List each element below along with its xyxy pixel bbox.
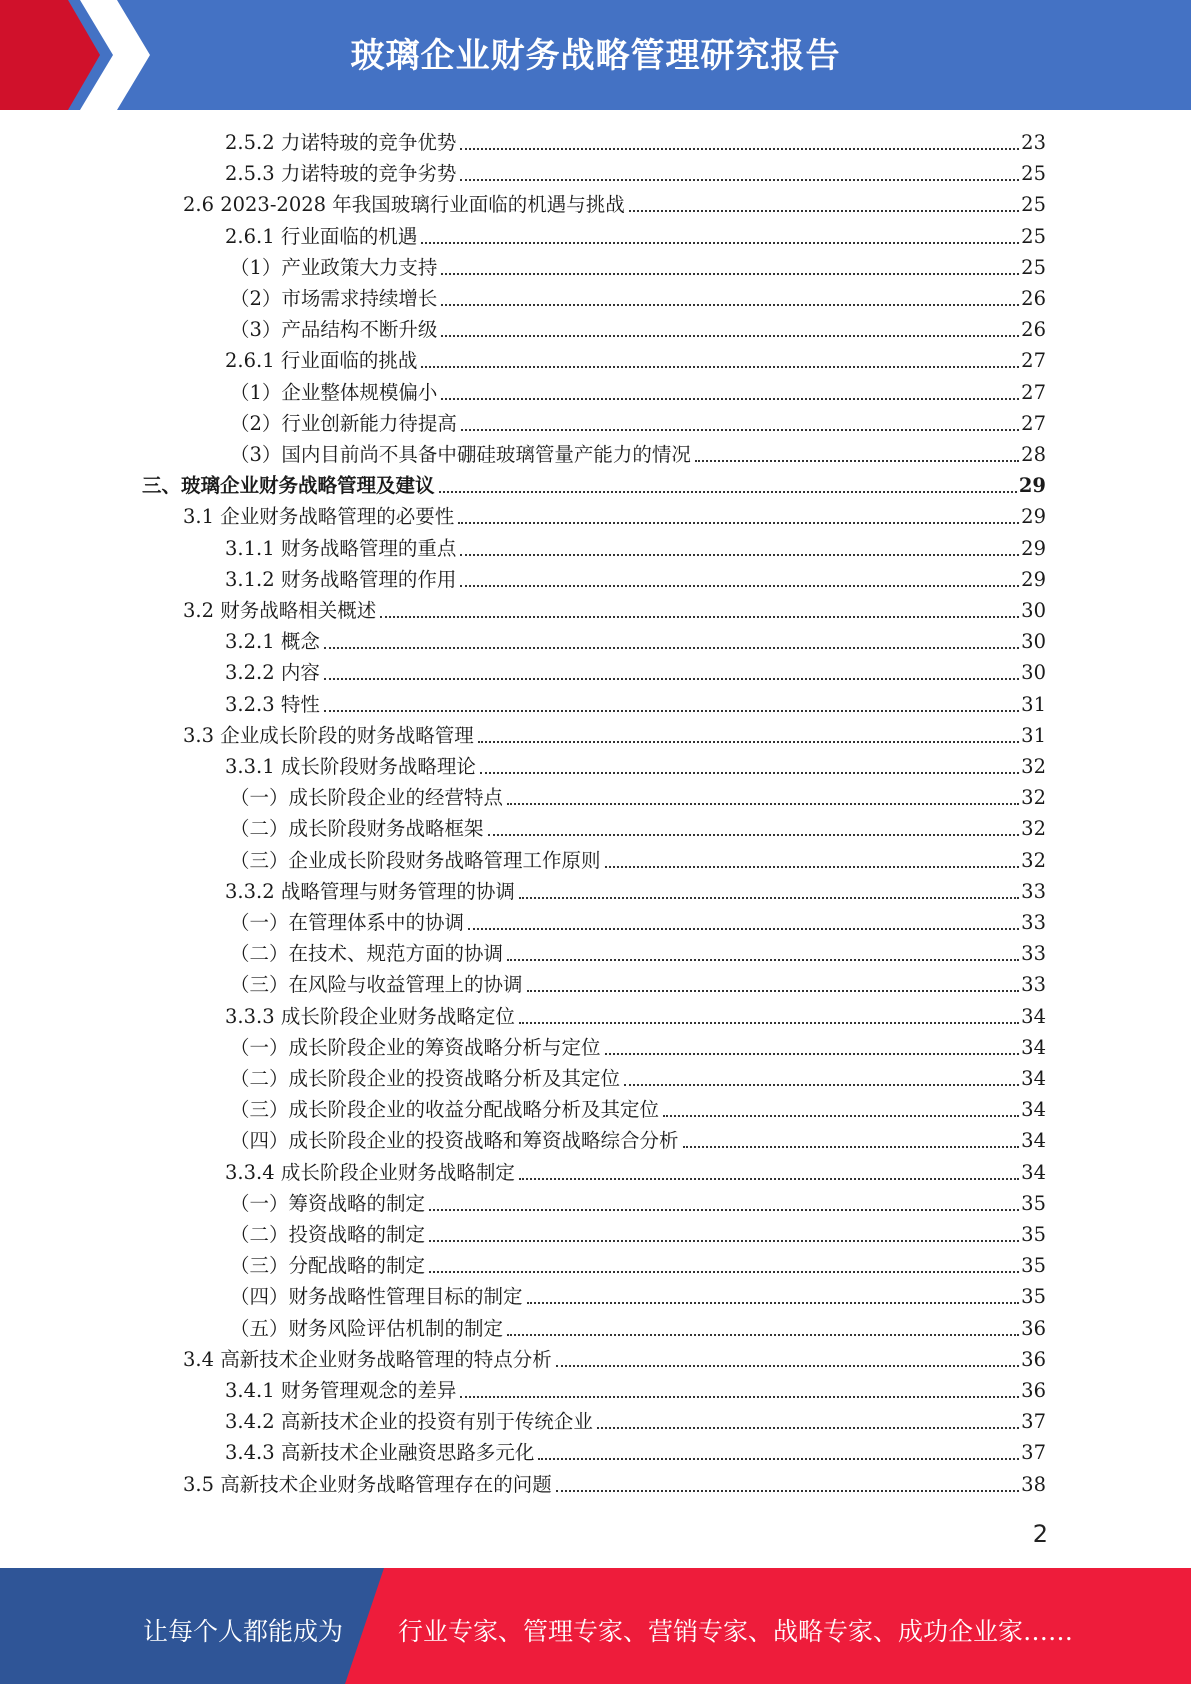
toc-leader-dots — [441, 397, 1019, 400]
toc-entry-title: （三）在风险与收益管理上的协调 — [230, 973, 523, 997]
toc-entry-title: （一）筹资战略的制定 — [230, 1191, 426, 1215]
toc-entry-page: 37 — [1021, 1410, 1046, 1434]
toc-entry[interactable] — [230, 252, 1046, 283]
toc-entry-title: （3）产品结构不断升级 — [230, 318, 438, 342]
toc-entry-page: 30 — [1021, 661, 1046, 685]
page-number: 2 — [1032, 1520, 1048, 1548]
toc-entry[interactable] — [230, 377, 1046, 408]
toc-entry-page: 31 — [1021, 692, 1046, 716]
toc-entry-page: 34 — [1021, 1035, 1046, 1059]
toc-entry-page: 33 — [1021, 973, 1046, 997]
toc-entry-title: （2）行业创新能力待提高 — [230, 411, 457, 435]
toc-entry-title: （三）企业成长阶段财务战略管理工作原则 — [230, 848, 601, 872]
toc-leader-dots — [324, 646, 1019, 649]
toc-entry-title: （3）国内目前尚不具备中硼硅玻璃管量产能力的情况 — [230, 443, 691, 466]
toc-entry-page: 33 — [1021, 879, 1046, 903]
toc-entry[interactable] — [183, 1469, 1046, 1500]
toc-entry[interactable] — [230, 1125, 1046, 1156]
toc-leader-dots — [460, 584, 1019, 587]
toc-leader-dots — [429, 1208, 1019, 1211]
toc-leader-dots — [460, 147, 1019, 150]
toc-entry-title: 3.3.4 成长阶段企业财务战略制定 — [225, 1160, 515, 1184]
toc-entry-page: 34 — [1021, 1067, 1046, 1090]
toc-leader-dots — [458, 521, 1019, 524]
toc-leader-dots — [695, 459, 1019, 462]
toc-entry-title: 3.3.1 成长阶段财务战略理论 — [225, 755, 476, 778]
toc-leader-dots — [460, 178, 1019, 181]
toc-leader-dots — [441, 303, 1019, 306]
toc-entry-page: 35 — [1021, 1254, 1046, 1278]
toc-entry-page: 25 — [1021, 224, 1046, 248]
toc-entry-title: （一）在管理体系中的协调 — [230, 911, 465, 934]
toc-leader-dots — [519, 1021, 1019, 1024]
toc-entry[interactable] — [225, 626, 1046, 657]
toc-leader-dots — [324, 677, 1019, 680]
toc-leader-dots — [507, 802, 1019, 805]
toc-entry-page: 25 — [1021, 255, 1046, 279]
toc-entry-title: （一）成长阶段企业的筹资战略分析与定位 — [230, 1035, 601, 1059]
toc-entry-page: 34 — [1021, 1098, 1046, 1122]
toc-leader-dots — [507, 958, 1019, 961]
toc-leader-dots — [421, 241, 1019, 244]
toc-entry-title: （五）财务风险评估机制的制定 — [230, 1316, 504, 1340]
toc-entry[interactable] — [230, 283, 1046, 314]
toc-entry-title: （四）成长阶段企业的投资战略和筹资战略综合分析 — [230, 1129, 679, 1153]
toc-entry[interactable] — [225, 689, 1046, 720]
toc-entry-title: 3.1.1 财务战略管理的重点 — [225, 536, 457, 560]
toc-entry[interactable] — [183, 720, 1046, 751]
toc-leader-dots — [421, 365, 1019, 368]
toc-entry-page: 34 — [1021, 1160, 1046, 1184]
toc-entry[interactable] — [183, 595, 1046, 626]
toc-leader-dots — [605, 865, 1020, 868]
toc-entry-page: 30 — [1021, 599, 1046, 622]
footer-slogan-left: 让每个人都能成为 — [143, 1617, 344, 1646]
toc-entry[interactable] — [230, 1313, 1046, 1344]
toc-entry[interactable] — [230, 314, 1046, 345]
toc-entry[interactable] — [183, 501, 1046, 532]
toc-entry[interactable] — [225, 564, 1046, 595]
toc-entry[interactable] — [183, 189, 1046, 220]
toc-entry[interactable] — [230, 1032, 1046, 1063]
toc-leader-dots — [519, 896, 1019, 899]
toc-entry-page: 35 — [1021, 1191, 1046, 1215]
toc-entry[interactable] — [230, 1063, 1046, 1094]
toc-entry-page: 32 — [1021, 755, 1046, 778]
toc-entry-title: 3.4.2 高新技术企业的投资有别于传统企业 — [225, 1410, 593, 1434]
toc-entry-title: 3.2.3 特性 — [225, 692, 320, 716]
toc-entry-page: 32 — [1021, 817, 1046, 841]
toc-entry-page: 30 — [1021, 630, 1046, 654]
toc-leader-dots — [597, 1426, 1019, 1429]
toc-leader-dots — [324, 709, 1019, 712]
toc-entry-page: 35 — [1021, 1223, 1046, 1246]
toc-entry-title: 3.1.2 财务战略管理的作用 — [225, 567, 457, 591]
toc-entry-title: 3.2.2 内容 — [225, 661, 320, 685]
toc-entry[interactable] — [225, 657, 1046, 688]
toc-entry-title: 3.1 企业财务战略管理的必要性 — [183, 505, 455, 529]
toc-entry[interactable] — [230, 408, 1046, 439]
toc-entry-title: 3.4.1 财务管理观念的差异 — [225, 1379, 457, 1402]
toc-entry[interactable] — [225, 1437, 1046, 1468]
toc-entry-page: 33 — [1021, 911, 1046, 934]
toc-entry[interactable] — [183, 1344, 1046, 1375]
toc-entry-page: 27 — [1021, 380, 1046, 404]
toc-entry[interactable] — [230, 969, 1046, 1000]
toc-entry[interactable] — [225, 1375, 1046, 1406]
page-footer — [0, 1568, 1191, 1684]
toc-entry-page: 26 — [1021, 318, 1046, 342]
toc-leader-dots — [556, 1489, 1019, 1492]
toc-leader-dots — [519, 1177, 1019, 1180]
toc-leader-dots — [429, 1270, 1019, 1273]
toc-entry-page: 36 — [1021, 1347, 1046, 1371]
toc-entry-title: （二）成长阶段企业的投资战略分析及其定位 — [230, 1067, 621, 1090]
toc-entry[interactable] — [225, 127, 1046, 158]
toc-entry-page: 38 — [1021, 1472, 1046, 1496]
toc-leader-dots — [629, 209, 1019, 212]
toc-leader-dots — [460, 1395, 1019, 1398]
toc-leader-dots — [527, 1301, 1020, 1304]
toc-entry-page: 34 — [1021, 1004, 1046, 1028]
toc-entry-page: 29 — [1021, 567, 1046, 591]
toc-entry[interactable] — [230, 938, 1046, 969]
toc-entry-page: 32 — [1021, 848, 1046, 872]
document-title: 玻璃企业财务战略管理研究报告 — [350, 36, 841, 76]
toc-leader-dots — [441, 334, 1019, 337]
toc-entry-title: 2.6.1 行业面临的机遇 — [225, 224, 418, 248]
toc-entry-title: （二）在技术、规范方面的协调 — [230, 942, 504, 966]
toc-entry-page: 25 — [1021, 193, 1046, 217]
toc-entry-title: 3.4.3 高新技术企业融资思路多元化 — [225, 1441, 535, 1465]
toc-entry-page: 29 — [1018, 474, 1046, 498]
toc-entry-page: 36 — [1021, 1379, 1046, 1402]
toc-entry-title: 3.5 高新技术企业财务战略管理存在的问题 — [183, 1472, 552, 1496]
toc-entry-title: （二）投资战略的制定 — [230, 1223, 426, 1246]
toc-leader-dots — [478, 740, 1019, 743]
toc-entry-page: 27 — [1021, 411, 1046, 435]
toc-entry-title: （2）市场需求持续增长 — [230, 287, 438, 310]
page-header — [0, 0, 1191, 110]
toc-entry[interactable] — [142, 470, 1046, 501]
toc-entry-title: （二）成长阶段财务战略框架 — [230, 817, 484, 841]
toc-entry-title: 2.5.3 力诺特玻的竞争劣势 — [225, 162, 457, 186]
toc-leader-dots — [429, 1239, 1019, 1242]
toc-entry-page: 23 — [1021, 131, 1046, 154]
toc-leader-dots — [507, 1333, 1019, 1336]
toc-entry[interactable] — [230, 1219, 1046, 1250]
toc-entry-title: （1）企业整体规模偏小 — [230, 380, 438, 404]
toc-entry[interactable] — [230, 1188, 1046, 1219]
toc-entry-title: 3.2 财务战略相关概述 — [183, 599, 377, 622]
toc-leader-dots — [468, 927, 1019, 930]
toc-leader-dots — [488, 833, 1020, 836]
toc-entry[interactable] — [230, 1094, 1046, 1125]
toc-entry-page: 33 — [1021, 942, 1046, 966]
toc-entry-page: 27 — [1021, 349, 1046, 373]
toc-entry-page: 29 — [1021, 505, 1046, 529]
toc-entry-page: 28 — [1021, 443, 1046, 466]
toc-leader-dots — [605, 1052, 1020, 1055]
toc-entry-page: 29 — [1021, 536, 1046, 560]
toc-entry[interactable] — [225, 345, 1046, 376]
toc-leader-dots — [480, 771, 1019, 774]
toc-entry-title: 2.6 2023-2028 年我国玻璃行业面临的机遇与挑战 — [183, 193, 625, 217]
toc-entry-title: 三、玻璃企业财务战略管理及建议 — [142, 474, 435, 498]
toc-leader-dots — [538, 1457, 1019, 1460]
toc-entry[interactable] — [225, 1001, 1046, 1032]
toc-entry[interactable] — [225, 221, 1046, 252]
toc-entry-page: 35 — [1021, 1285, 1046, 1309]
toc-entry-page: 36 — [1021, 1316, 1046, 1340]
toc-entry[interactable] — [225, 1157, 1046, 1188]
toc-entry[interactable] — [225, 533, 1046, 564]
toc-entry-page: 32 — [1021, 786, 1046, 810]
toc-leader-dots — [624, 1083, 1019, 1086]
footer-slogan-right: 行业专家、管理专家、营销专家、战略专家、成功企业家…… — [398, 1617, 1074, 1646]
toc-entry-title: （三）分配战略的制定 — [230, 1254, 426, 1278]
toc-leader-dots — [556, 1364, 1019, 1367]
toc-leader-dots — [380, 615, 1019, 618]
toc-entry[interactable] — [230, 907, 1046, 938]
toc-entry-title: （一）成长阶段企业的经营特点 — [230, 786, 504, 810]
toc-entry-title: （四）财务战略性管理目标的制定 — [230, 1285, 523, 1309]
toc-entry-title: 3.3 企业成长阶段的财务战略管理 — [183, 723, 474, 747]
toc-entry[interactable] — [225, 751, 1046, 782]
toc-entry-page: 34 — [1021, 1129, 1046, 1153]
toc-leader-dots — [441, 272, 1019, 275]
toc-entry[interactable] — [230, 1281, 1046, 1312]
toc-entry[interactable] — [225, 1406, 1046, 1437]
toc-entry-title: （三）成长阶段企业的收益分配战略分析及其定位 — [230, 1098, 660, 1122]
toc-entry-title: 2.6.1 行业面临的挑战 — [225, 349, 418, 373]
toc-entry-title: 3.4 高新技术企业财务战略管理的特点分析 — [183, 1347, 552, 1371]
toc-entry[interactable] — [230, 1250, 1046, 1281]
toc-entry-title: 2.5.2 力诺特玻的竞争优势 — [225, 131, 457, 154]
toc-entry-title: （1）产业政策大力支持 — [230, 255, 438, 279]
toc-leader-dots — [683, 1145, 1020, 1148]
toc-leader-dots — [663, 1114, 1019, 1117]
toc-entry[interactable] — [230, 782, 1046, 813]
toc-leader-dots — [460, 553, 1019, 556]
toc-entry[interactable] — [225, 158, 1046, 189]
toc-entry-title: 3.2.1 概念 — [225, 630, 320, 654]
toc-entry-title: 3.3.2 战略管理与财务管理的协调 — [225, 879, 515, 903]
toc-leader-dots — [461, 428, 1019, 431]
toc-leader-dots — [527, 989, 1020, 992]
toc-entry[interactable] — [230, 813, 1046, 844]
toc-entry-page: 26 — [1021, 287, 1046, 310]
toc-leader-dots — [439, 490, 1017, 493]
toc-entry[interactable] — [230, 439, 1046, 470]
toc-entry-page: 25 — [1021, 162, 1046, 186]
toc-entry-title: 3.3.3 成长阶段企业财务战略定位 — [225, 1004, 515, 1028]
toc-entry[interactable] — [225, 876, 1046, 907]
toc-entry-page: 37 — [1021, 1441, 1046, 1465]
toc-entry[interactable] — [230, 845, 1046, 876]
toc-entry-page: 31 — [1021, 723, 1046, 747]
